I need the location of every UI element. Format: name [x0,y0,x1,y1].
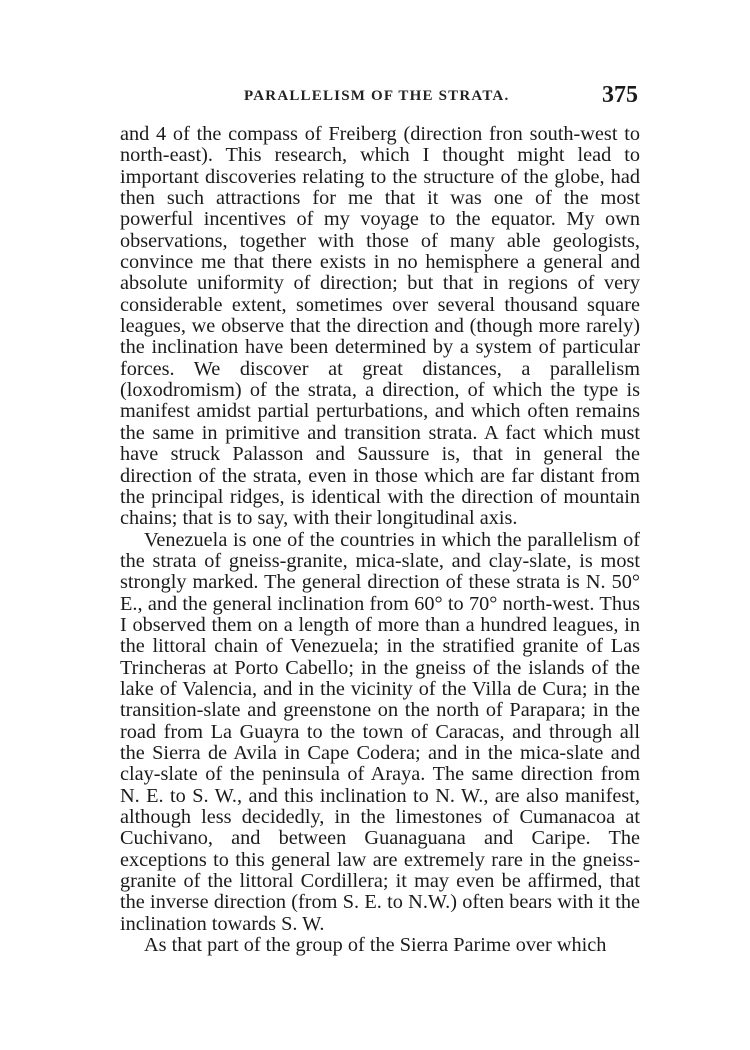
paragraph-2: Venezuela is one of the countries in which the parallelism of the strata of gneiss-granite, mica-slate, and clay-slate, is most strongly marked. The general direction of these strata is N. 50° E., and the general inclination from 60° to 70° north-west. Thus I observed them on a length of more than a hundred leagues, in the littoral chain of Venezuela; in the stratified granite of Las Trincheras at Porto Cabello; in the gneiss of the islands of the lake of Valencia, and in the vicinity of the Villa de Cura; in the transition-slate and greenstone on the north of Parapara; in the road from La Guayra to the town of Caracas, and through all the Sierra de Avila in Cape Codera; and in the mica-slate and clay-slate of the peninsula of Araya. The same direction from N. E. to S. W., and this inclination to N. W., are also manifest, although less decidedly, in the limestones of Cumanacoa at Cuchivano, and between Guanaguana and Caripe. The exceptions to this general law are extremely rare in the gneiss-granite of the littoral Cordillera; it may even be affirmed, that the inverse direction (from S. E. to N.W.) often bears with it the inclination towards S. W. [120,528,640,935]
paragraph-3: As that part of the group of the Sierra Parime over which [144,934,607,957]
running-title: PARALLELISM OF THE STRATA. [244,88,510,104]
running-head [120,82,640,112]
page-number: 375 [602,82,638,108]
paragraph-1: and 4 of the compass of Freiberg (direction fron south-west to north-east). This research, which I thought might lead to important discoveries relating to the structure of the globe, had then such attractions for me that it was one of the most powerful incentives of my voyage to the equator. My own observations, together with those of many able geologists, convince me that there exists in no hemisphere a general and absolute uniformity of direction; but that in regions of very considerable extent, sometimes over several thousand square leagues, we observe that the direction and (though more rarely) the inclination have been determined by a system of particular forces. We discover at great distances, a parallelism (loxodromism) of the strata, a direction, of which the type is manifest amidst partial perturbations, and which often remains the same in primitive and transition strata. A fact which must have struck Palasson and Saussure is, that in general the direction of the strata, even in those which are far distant from the principal ridges, is identical with the direction of mountain chains; that is to say, with their longitudinal axis. [120,123,640,530]
body-text [120,124,640,956]
